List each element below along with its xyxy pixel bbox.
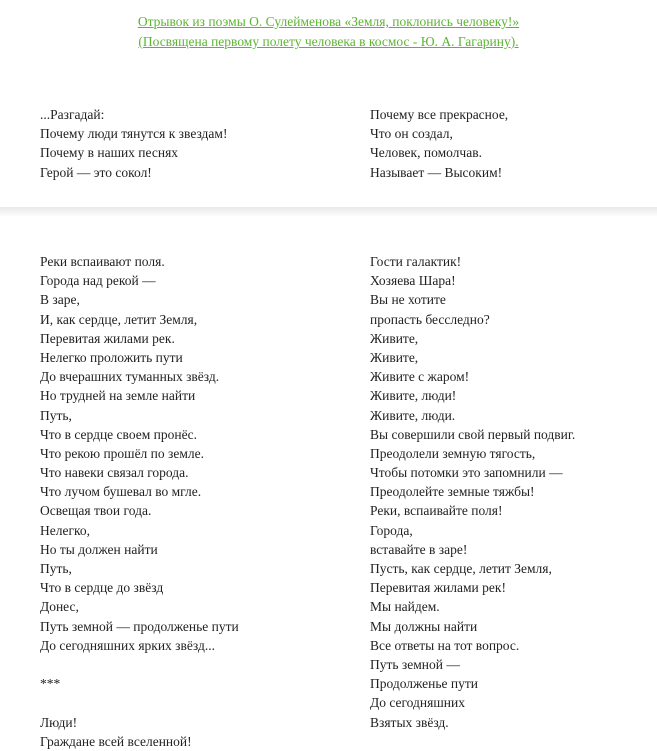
verse-line: Почему в наших песнях xyxy=(40,145,179,161)
verse-line: Нелегко проложить пути xyxy=(40,349,183,365)
verse-line: вставайте в заре! xyxy=(370,541,468,557)
verse-line: В заре, xyxy=(40,292,80,308)
verse-line: Герой — это сокол! xyxy=(40,164,152,180)
verse-line: Живите, люди. xyxy=(370,407,456,423)
verse-line: Что он создал, xyxy=(370,126,453,142)
stanza-1-left xyxy=(40,105,227,182)
verse-line: Но ты должен найти xyxy=(40,541,158,557)
heading-line-1[interactable]: Отрывок из поэмы О. Сулейменова «Земля, поклонись человеку!» xyxy=(137,14,520,29)
verse-line: Освещая твои года. xyxy=(40,503,152,519)
verse-line: Вы совершили свой первый подвиг. xyxy=(370,426,576,442)
verse-line: Что рекою прошёл по земле. xyxy=(40,445,204,461)
heading-line-2[interactable]: (Посвящена первому полету человека в космос - Ю. А. Гагарину). xyxy=(138,34,519,49)
verse-line: ...Разгадай: xyxy=(40,107,105,122)
verse-line: Города, xyxy=(370,522,413,538)
verse-line: Путь земной — xyxy=(370,656,460,672)
verse-line: Хозяева Шара! xyxy=(370,273,456,289)
verse-line: Перевитая жилами рек. xyxy=(40,330,175,346)
verse-line: Взятых звёзд. xyxy=(370,714,449,730)
verse-line: Пусть, как сердце, летит Земля, xyxy=(370,561,552,576)
verse-line: Все ответы на тот вопрос. xyxy=(370,637,520,653)
verse-line: Почему все прекрасное, xyxy=(370,107,509,122)
poem-heading[interactable] xyxy=(0,12,657,52)
verse-line: Граждане всей вселенной! xyxy=(40,733,192,749)
verse-line: Называет — Высоким! xyxy=(370,164,503,180)
verse-line: Живите, люди! xyxy=(370,388,457,404)
stanza-1-right xyxy=(370,105,508,182)
verse-line: Преодолейте земные тяжбы! xyxy=(370,484,535,500)
verse-line: Живите, xyxy=(370,330,419,346)
verse-line: Города над рекой — xyxy=(40,273,156,289)
verse-line: Что в сердце своем пронёс. xyxy=(40,426,197,442)
verse-line: Перевитая жилами рек! xyxy=(370,580,506,596)
stanza-gap xyxy=(40,655,239,674)
verse-line: До вчерашних туманных звёзд. xyxy=(40,369,220,385)
verse-line: Мы найдем. xyxy=(370,599,440,615)
verse-line: Донес, xyxy=(40,599,79,615)
verse-line: Мы должны найти xyxy=(370,618,478,634)
verse-line: пропасть бесследно? xyxy=(370,311,490,327)
verse-line: Люди! xyxy=(40,714,78,730)
verse-line: Гости галактик! xyxy=(370,254,462,269)
stanza-2-right xyxy=(370,252,575,732)
verse-line: Нелегко, xyxy=(40,522,91,538)
verse-line: Реки, вспаивайте поля! xyxy=(370,503,503,519)
verse-line: Что навеки связал города. xyxy=(40,465,189,481)
verse-line: Что лучом бушевал во мгле. xyxy=(40,484,202,500)
verse-line: Путь земной — продолженье пути xyxy=(40,618,239,634)
verse-line: Путь, xyxy=(40,561,72,576)
verse-line: Чтобы потомки это запомнили — xyxy=(370,465,563,481)
verse-line: Живите с жаром! xyxy=(370,369,470,385)
section-divider xyxy=(0,207,657,217)
verse-line: Живите, xyxy=(370,349,419,365)
verse-line: До сегодняшних xyxy=(370,695,465,711)
verse-line: Почему люди тянутся к звездам! xyxy=(40,126,228,142)
verse-line: Вы не хотите xyxy=(370,292,446,308)
verse-line: Человек, помолчав. xyxy=(370,145,482,161)
stanza-gap xyxy=(40,693,239,712)
stanza-separator: *** xyxy=(40,676,61,692)
verse-line: Путь, xyxy=(40,407,72,423)
verse-line: Реки вспаивают поля. xyxy=(40,254,165,269)
verse-line: Но трудней на земле найти xyxy=(40,388,196,404)
verse-line: Что в сердце до звёзд xyxy=(40,580,164,596)
verse-line: До сегодняшних ярких звёзд... xyxy=(40,637,215,653)
verse-line: Преодолели земную тягость, xyxy=(370,445,536,461)
stanza-2-left xyxy=(40,252,239,751)
verse-line: И, как сердце, летит Земля, xyxy=(40,311,198,327)
verse-line: Продолженье пути xyxy=(370,676,479,692)
